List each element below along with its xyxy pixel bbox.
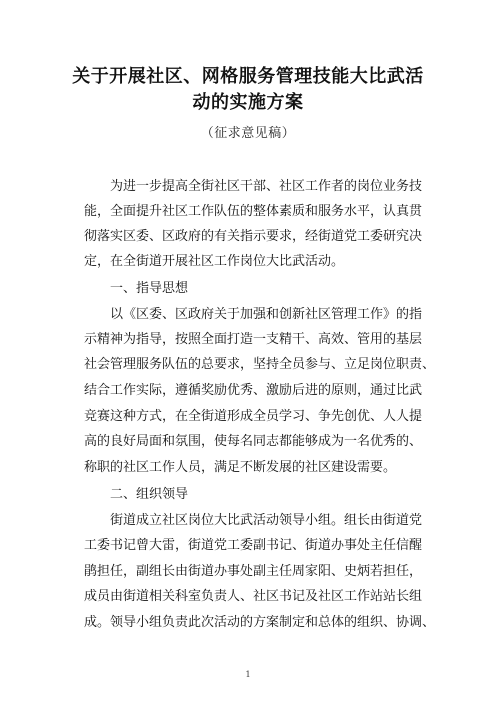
paragraph-line: 示精神为指导，按照全面打造一支精干、高效、管用的基层: [84, 332, 423, 347]
document-subtitle: （征求意见稿）: [200, 126, 296, 141]
paragraph-line: 称职的社区工作人员，满足不断发展的社区建设需要。: [84, 460, 397, 475]
paragraph-line: 定，在全街道开展社区工作岗位大比武活动。: [84, 254, 345, 269]
paragraph-line: 以《区委、区政府关于加强和创新社区管理工作》的指: [110, 307, 423, 322]
section-heading: 二、组织领导: [110, 487, 189, 502]
paragraph-line: 鹃担任，副组长由街道办事处副主任周家阳、史炳若担任，: [84, 564, 423, 579]
paragraph-line: 为进一步提高全街社区干部、社区工作者的岗位业务技: [110, 179, 423, 194]
page-number: 1: [245, 670, 251, 679]
document-title-line-1: 关于开展社区、网格服务管理技能大比武活: [72, 66, 424, 87]
paragraph-line: 彻落实区委、区政府的有关指示要求，经街道党工委研究决: [84, 229, 423, 244]
paragraph-line: 成。领导小组负责此次活动的方案制定和总体的组织、协调、: [84, 615, 436, 630]
paragraph-line: 社会管理服务队伍的总要求，坚持全员参与、立足岗位职责、: [84, 357, 436, 372]
paragraph-line: 竞赛这种方式，在全街道形成全员学习、争先创优、人人提: [84, 409, 423, 424]
paragraph-line: 结合工作实际，遵循奖励优秀、激励后进的原则，通过比武: [84, 383, 423, 398]
paragraph-line: 能，全面提升社区工作队伍的整体素质和服务水平，认真贯: [84, 204, 423, 219]
section-heading: 一、指导思想: [110, 281, 189, 296]
paragraph-line: 街道成立社区岗位大比武活动领导小组。组长由街道党: [110, 513, 423, 528]
document-title-line-2: 动的实施方案: [192, 92, 304, 113]
paragraph-line: 工委书记曾大雷，街道党工委副书记、街道办事处主任信醒: [84, 538, 423, 553]
paragraph-line: 高的良好局面和氛围，使每名同志都能够成为一名优秀的、: [84, 434, 423, 449]
paragraph-line: 成员由街道相关科室负责人、社区书记及社区工作站站长组: [84, 589, 423, 604]
